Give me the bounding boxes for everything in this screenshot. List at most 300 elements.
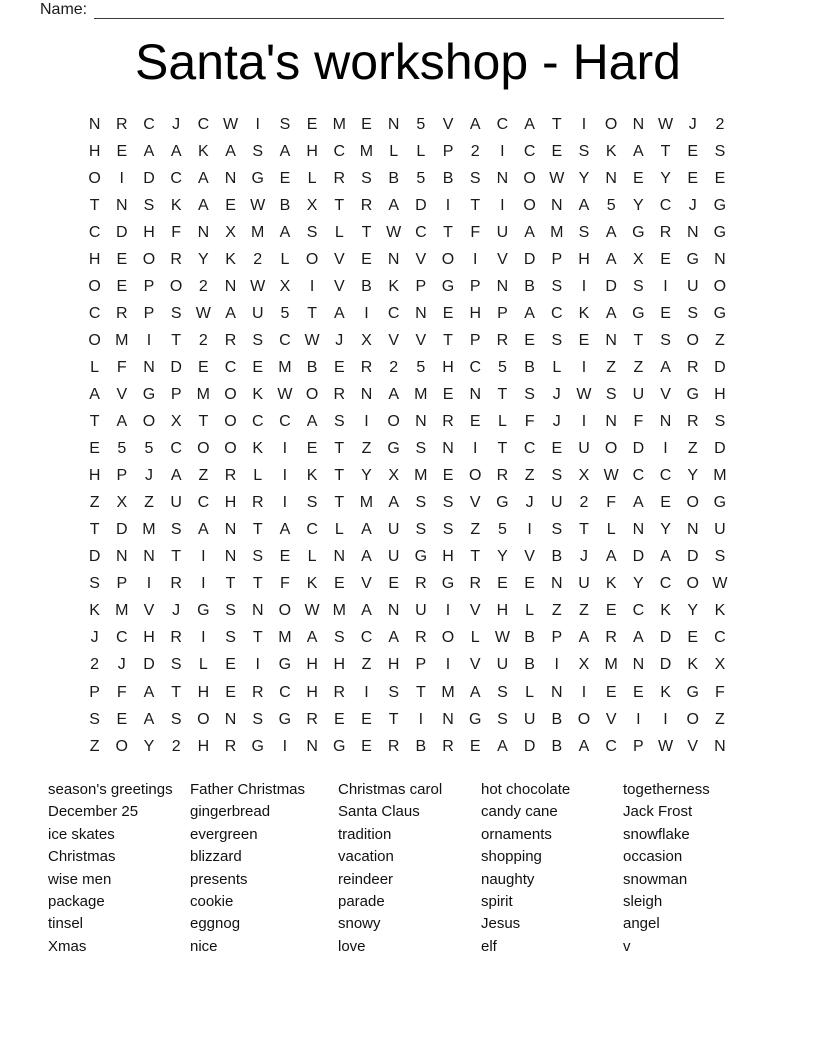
grid-letter: N bbox=[659, 413, 672, 431]
grid-letter: U bbox=[170, 494, 182, 512]
grid-letter: L bbox=[198, 656, 208, 674]
grid-letter: U bbox=[251, 304, 264, 322]
grid-letter: Z bbox=[524, 467, 535, 485]
name-label: Name: bbox=[40, 1, 88, 18]
grid-letter: K bbox=[714, 602, 726, 620]
grid-letter: C bbox=[523, 142, 536, 160]
word-item: vacation bbox=[338, 848, 394, 866]
grid-letter: G bbox=[142, 385, 156, 403]
grid-letter: C bbox=[360, 629, 373, 647]
grid-letter: B bbox=[388, 169, 399, 187]
grid-letter: T bbox=[171, 683, 182, 701]
grid-letter: R bbox=[686, 358, 699, 376]
grid-letter: T bbox=[497, 440, 508, 458]
grid-letter: Y bbox=[361, 467, 372, 485]
grid-letter: O bbox=[686, 494, 699, 512]
grid-letter: E bbox=[333, 710, 345, 728]
grid-letter: A bbox=[388, 494, 399, 512]
grid-letter: T bbox=[89, 521, 100, 539]
grid-letter: G bbox=[278, 656, 292, 674]
grid-letter: K bbox=[660, 683, 671, 701]
grid-letter: T bbox=[171, 548, 182, 566]
grid-letter: R bbox=[251, 494, 264, 512]
word-item: naughty bbox=[481, 870, 535, 888]
grid-letter: Y bbox=[143, 737, 155, 755]
grid-letter: H bbox=[306, 142, 318, 160]
grid-letter: A bbox=[279, 223, 291, 241]
grid-letter: Y bbox=[660, 521, 671, 539]
grid-letter: E bbox=[633, 683, 644, 701]
grid-letter: A bbox=[388, 196, 399, 214]
grid-letter: T bbox=[443, 223, 453, 241]
grid-letter: R bbox=[170, 250, 182, 268]
grid-letter: W bbox=[304, 331, 320, 349]
grid-letter: I bbox=[472, 440, 478, 458]
grid-letter: C bbox=[659, 467, 672, 485]
grid-letter: E bbox=[116, 250, 128, 268]
grid-letter: I bbox=[472, 250, 478, 268]
word-item: snowy bbox=[338, 915, 381, 933]
grid-letter: E bbox=[633, 169, 644, 187]
grid-letter: E bbox=[116, 277, 128, 295]
grid-letter: N bbox=[224, 548, 237, 566]
grid-letter: W bbox=[576, 385, 592, 403]
grid-letter: C bbox=[197, 115, 210, 133]
grid-letter: O bbox=[88, 277, 101, 295]
grid-letter: C bbox=[415, 223, 427, 241]
grid-letter: S bbox=[415, 440, 427, 458]
grid-letter: N bbox=[496, 169, 509, 187]
grid-letter: I bbox=[445, 196, 451, 214]
grid-letter: K bbox=[306, 575, 318, 593]
grid-letter: N bbox=[632, 115, 645, 133]
grid-letter: O bbox=[88, 169, 101, 187]
grid-letter: V bbox=[415, 250, 427, 268]
grid-letter: A bbox=[524, 115, 535, 133]
grid-letter: W bbox=[712, 575, 728, 593]
grid-letter: R bbox=[496, 331, 509, 349]
grid-letter: I bbox=[636, 710, 641, 728]
grid-letter: V bbox=[687, 737, 699, 755]
grid-letter: C bbox=[632, 467, 645, 485]
grid-letter: J bbox=[172, 602, 181, 620]
grid-letter: Z bbox=[198, 467, 209, 485]
grid-letter: K bbox=[306, 467, 318, 485]
grid-letter: U bbox=[387, 548, 400, 566]
grid-letter: I bbox=[255, 656, 260, 674]
grid-letter: N bbox=[143, 548, 155, 566]
grid-letter: A bbox=[605, 304, 617, 322]
grid-letter: W bbox=[549, 169, 565, 187]
grid-letter: A bbox=[143, 142, 155, 160]
grid-letter: E bbox=[660, 250, 671, 268]
grid-letter: J bbox=[525, 494, 534, 512]
grid-letter: I bbox=[418, 710, 424, 728]
grid-letter: B bbox=[415, 737, 427, 755]
grid-letter: P bbox=[143, 277, 155, 295]
grid-letter: N bbox=[306, 737, 318, 755]
grid-letter: 2 bbox=[389, 358, 399, 376]
grid-letter: D bbox=[523, 737, 536, 755]
grid-letter: Y bbox=[687, 467, 699, 485]
grid-letter: R bbox=[659, 223, 672, 241]
page-title: Santa's workshop - Hard bbox=[135, 34, 681, 90]
grid-letter: N bbox=[224, 277, 237, 295]
grid-letter: N bbox=[360, 385, 373, 403]
grid-letter: N bbox=[605, 169, 617, 187]
grid-letter: J bbox=[579, 548, 588, 566]
grid-letter: O bbox=[468, 467, 482, 485]
grid-letter: I bbox=[581, 413, 587, 431]
grid-letter: I bbox=[445, 656, 451, 674]
grid-letter: O bbox=[441, 629, 455, 647]
word-item: hot chocolate bbox=[481, 781, 571, 798]
grid-letter: A bbox=[198, 521, 209, 539]
grid-letter: R bbox=[224, 331, 237, 349]
grid-letter: R bbox=[333, 385, 346, 403]
grid-letter: 2 bbox=[579, 494, 589, 512]
grid-letter: N bbox=[605, 331, 617, 349]
grid-letter: P bbox=[442, 142, 454, 160]
grid-letter: B bbox=[524, 277, 535, 295]
grid-letter: A bbox=[361, 602, 372, 620]
word-item: ornaments bbox=[481, 825, 552, 843]
grid-letter: I bbox=[581, 115, 587, 133]
grid-letter: L bbox=[552, 358, 562, 376]
grid-letter: O bbox=[523, 169, 536, 187]
grid-letter: X bbox=[578, 656, 590, 674]
grid-letter: 2 bbox=[198, 331, 208, 349]
grid-letter: O bbox=[169, 277, 183, 295]
grid-letter: 2 bbox=[198, 277, 208, 295]
grid-letter: A bbox=[116, 413, 128, 431]
grid-letter: E bbox=[225, 656, 236, 674]
grid-letter: W bbox=[603, 467, 619, 485]
grid-letter: N bbox=[605, 413, 617, 431]
grid-letter: D bbox=[632, 548, 645, 566]
grid-letter: A bbox=[225, 304, 236, 322]
grid-letter: M bbox=[332, 115, 346, 133]
grid-letter: X bbox=[714, 656, 726, 674]
grid-letter: G bbox=[686, 683, 699, 701]
grid-letter: N bbox=[714, 250, 726, 268]
grid-letter: X bbox=[279, 277, 291, 295]
grid-letter: C bbox=[469, 358, 481, 376]
grid-letter: I bbox=[201, 548, 206, 566]
grid-letter: E bbox=[252, 358, 264, 376]
grid-letter: C bbox=[605, 737, 617, 755]
grid-letter: N bbox=[632, 521, 645, 539]
grid-letter: R bbox=[224, 467, 237, 485]
grid-letter: R bbox=[442, 413, 454, 431]
grid-letter: M bbox=[142, 521, 156, 539]
grid-letter: S bbox=[551, 521, 563, 539]
word-item: tinsel bbox=[48, 915, 84, 933]
grid-letter: Z bbox=[89, 737, 100, 755]
grid-letter: F bbox=[633, 413, 644, 431]
word-item: love bbox=[338, 937, 366, 955]
grid-letter: O bbox=[197, 440, 210, 458]
grid-letter: A bbox=[225, 142, 236, 160]
grid-letter: T bbox=[307, 304, 317, 322]
grid-letter: T bbox=[497, 385, 508, 403]
grid-letter: C bbox=[116, 629, 128, 647]
word-item: wise men bbox=[48, 870, 112, 888]
grid-letter: D bbox=[523, 250, 536, 268]
grid-letter: I bbox=[445, 602, 451, 620]
grid-letter: D bbox=[714, 358, 726, 376]
grid-letter: O bbox=[387, 413, 400, 431]
grid-letter: D bbox=[143, 169, 155, 187]
grid-letter: T bbox=[334, 440, 345, 458]
grid-letter: R bbox=[360, 358, 373, 376]
grid-letter: Z bbox=[551, 602, 562, 620]
grid-letter: O bbox=[577, 710, 591, 728]
grid-letter: E bbox=[524, 331, 535, 349]
grid-letter: N bbox=[551, 683, 563, 701]
grid-letter: A bbox=[497, 737, 508, 755]
grid-letter: D bbox=[659, 656, 672, 674]
grid-letter: R bbox=[496, 467, 509, 485]
grid-letter: Z bbox=[89, 494, 100, 512]
grid-letter: 5 bbox=[606, 196, 616, 214]
grid-letter: H bbox=[442, 548, 454, 566]
grid-letter: N bbox=[116, 196, 128, 214]
grid-letter: I bbox=[500, 196, 505, 214]
grid-letter: K bbox=[687, 656, 699, 674]
grid-letter: E bbox=[116, 142, 128, 160]
grid-letter: G bbox=[441, 575, 455, 593]
grid-letter: J bbox=[688, 115, 697, 133]
grid-letter: T bbox=[388, 710, 399, 728]
grid-letter: I bbox=[146, 331, 152, 349]
grid-letter: E bbox=[306, 115, 318, 133]
grid-letter: S bbox=[170, 656, 182, 674]
grid-letter: C bbox=[170, 440, 182, 458]
grid-letter: S bbox=[170, 304, 182, 322]
grid-letter: E bbox=[469, 737, 481, 755]
grid-letter: W bbox=[304, 602, 320, 620]
word-list-column bbox=[481, 779, 570, 958]
grid-letter: E bbox=[225, 196, 236, 214]
grid-letter: K bbox=[170, 196, 182, 214]
grid-letter: L bbox=[90, 358, 100, 376]
grid-letter: N bbox=[415, 413, 427, 431]
grid-letter: M bbox=[278, 358, 292, 376]
grid-letter: V bbox=[469, 602, 481, 620]
grid-letter: M bbox=[359, 142, 374, 160]
grid-letter: E bbox=[578, 331, 590, 349]
word-item: snowflake bbox=[623, 825, 690, 843]
grid-letter: W bbox=[386, 223, 402, 241]
grid-letter: Y bbox=[578, 169, 590, 187]
word-item: occasion bbox=[623, 848, 683, 866]
grid-letter: B bbox=[524, 629, 535, 647]
grid-letter: M bbox=[332, 602, 346, 620]
grid-letter: M bbox=[359, 494, 374, 512]
grid-letter: K bbox=[198, 142, 209, 160]
grid-letter: C bbox=[659, 196, 672, 214]
grid-letter: J bbox=[144, 467, 153, 485]
word-item: season's greetings bbox=[48, 781, 173, 798]
grid-letter: R bbox=[360, 196, 373, 214]
grid-letter: C bbox=[88, 223, 101, 241]
grid-letter: C bbox=[632, 602, 645, 620]
grid-letter: G bbox=[686, 250, 699, 268]
grid-letter: P bbox=[469, 331, 481, 349]
grid-letter: I bbox=[663, 277, 668, 295]
grid-letter: N bbox=[387, 602, 400, 620]
grid-letter: G bbox=[441, 277, 455, 295]
grid-letter: F bbox=[715, 683, 725, 701]
grid-letter: G bbox=[713, 304, 727, 322]
word-list-column bbox=[623, 779, 710, 958]
grid-letter: E bbox=[442, 385, 454, 403]
grid-letter: N bbox=[686, 521, 699, 539]
grid-letter: E bbox=[388, 575, 399, 593]
name-blank-line bbox=[94, 3, 724, 19]
grid-letter: J bbox=[688, 196, 697, 214]
grid-letter: Z bbox=[687, 440, 698, 458]
grid-letter: E bbox=[660, 494, 671, 512]
grid-letter: A bbox=[633, 142, 644, 160]
grid-letter: N bbox=[686, 223, 699, 241]
grid-letter: O bbox=[604, 115, 618, 133]
grid-letter: I bbox=[146, 575, 152, 593]
grid-letter: A bbox=[524, 304, 535, 322]
grid-letter: V bbox=[469, 494, 481, 512]
grid-letter: J bbox=[172, 115, 181, 133]
grid-letter: D bbox=[659, 629, 672, 647]
grid-letter: E bbox=[551, 440, 563, 458]
grid-letter: N bbox=[469, 385, 481, 403]
grid-letter: 2 bbox=[470, 142, 480, 160]
grid-letter: N bbox=[116, 548, 128, 566]
grid-letter: T bbox=[171, 331, 182, 349]
grid-letter: P bbox=[551, 250, 563, 268]
grid-letter: N bbox=[224, 521, 237, 539]
grid-letter: P bbox=[415, 656, 427, 674]
grid-letter: R bbox=[469, 575, 481, 593]
grid-letter: H bbox=[143, 223, 155, 241]
grid-letter: T bbox=[470, 196, 481, 214]
grid-letter: Y bbox=[660, 169, 671, 187]
grid-letter: I bbox=[255, 115, 260, 133]
grid-letter: N bbox=[442, 710, 454, 728]
grid-letter: A bbox=[578, 737, 590, 755]
grid-letter: G bbox=[414, 548, 428, 566]
grid-letter: S bbox=[388, 683, 399, 701]
name-row bbox=[40, 1, 724, 19]
grid-letter: P bbox=[497, 304, 508, 322]
grid-letter: E bbox=[198, 358, 209, 376]
grid-letter: O bbox=[115, 737, 128, 755]
grid-letter: N bbox=[551, 575, 563, 593]
grid-letter: E bbox=[361, 710, 372, 728]
grid-letter: E bbox=[89, 440, 100, 458]
grid-letter: S bbox=[551, 277, 563, 295]
grid-letter: G bbox=[632, 304, 645, 322]
word-item: elf bbox=[481, 937, 497, 955]
grid-letter: L bbox=[470, 629, 480, 647]
grid-letter: T bbox=[252, 575, 263, 593]
grid-letter: S bbox=[252, 710, 264, 728]
grid-letter: A bbox=[605, 250, 617, 268]
grid-letter: M bbox=[115, 602, 129, 620]
grid-letter: Z bbox=[715, 710, 725, 728]
grid-letter: W bbox=[657, 737, 674, 755]
grid-letter: S bbox=[497, 710, 508, 728]
grid-letter: M bbox=[414, 385, 428, 403]
grid-letter: D bbox=[88, 548, 101, 566]
word-item: angel bbox=[623, 915, 660, 933]
grid-letter: A bbox=[633, 494, 644, 512]
grid-letter: Z bbox=[361, 440, 372, 458]
grid-letter: N bbox=[442, 440, 454, 458]
grid-letter: A bbox=[198, 196, 209, 214]
grid-letter: E bbox=[225, 683, 236, 701]
grid-letter: V bbox=[143, 602, 155, 620]
grid-letter: A bbox=[605, 223, 617, 241]
grid-letter: C bbox=[279, 683, 291, 701]
grid-letter: H bbox=[387, 656, 400, 674]
grid-letter: N bbox=[551, 196, 563, 214]
grid-letter: N bbox=[251, 602, 264, 620]
word-item: spirit bbox=[481, 893, 513, 911]
grid-letter: E bbox=[361, 115, 372, 133]
grid-letter: I bbox=[663, 710, 668, 728]
grid-letter: O bbox=[604, 440, 618, 458]
grid-letter: C bbox=[306, 521, 318, 539]
grid-letter: H bbox=[469, 304, 481, 322]
grid-letter: T bbox=[415, 683, 426, 701]
grid-letter: A bbox=[333, 304, 345, 322]
grid-letter: G bbox=[251, 169, 264, 187]
grid-letter: S bbox=[252, 548, 264, 566]
grid-letter: G bbox=[387, 440, 400, 458]
grid-letter: D bbox=[714, 440, 726, 458]
grid-letter: A bbox=[170, 142, 182, 160]
grid-letter: A bbox=[361, 548, 372, 566]
word-item: Jack Frost bbox=[623, 803, 693, 821]
grid-letter: W bbox=[277, 385, 293, 403]
grid-letter: P bbox=[415, 277, 427, 295]
grid-letter: F bbox=[470, 223, 481, 241]
grid-letter: S bbox=[714, 142, 726, 160]
grid-letter: X bbox=[116, 494, 128, 512]
grid-letter: G bbox=[496, 494, 509, 512]
grid-letter: E bbox=[524, 575, 535, 593]
grid-letter: U bbox=[714, 521, 726, 539]
grid-letter: R bbox=[333, 169, 346, 187]
grid-letter: 2 bbox=[171, 737, 181, 755]
grid-letter: B bbox=[551, 548, 563, 566]
grid-letter: S bbox=[415, 521, 427, 539]
word-item: presents bbox=[190, 870, 248, 888]
grid-letter: S bbox=[442, 494, 454, 512]
letter-grid bbox=[81, 111, 734, 760]
grid-letter: D bbox=[605, 277, 617, 295]
grid-letter: R bbox=[251, 683, 264, 701]
grid-letter: J bbox=[90, 629, 99, 647]
grid-letter: E bbox=[687, 169, 699, 187]
grid-letter: 5 bbox=[497, 521, 507, 539]
grid-letter: M bbox=[115, 331, 129, 349]
grid-letter: B bbox=[524, 656, 535, 674]
grid-letter: E bbox=[714, 169, 726, 187]
grid-letter: K bbox=[578, 304, 590, 322]
grid-letter: I bbox=[201, 629, 206, 647]
